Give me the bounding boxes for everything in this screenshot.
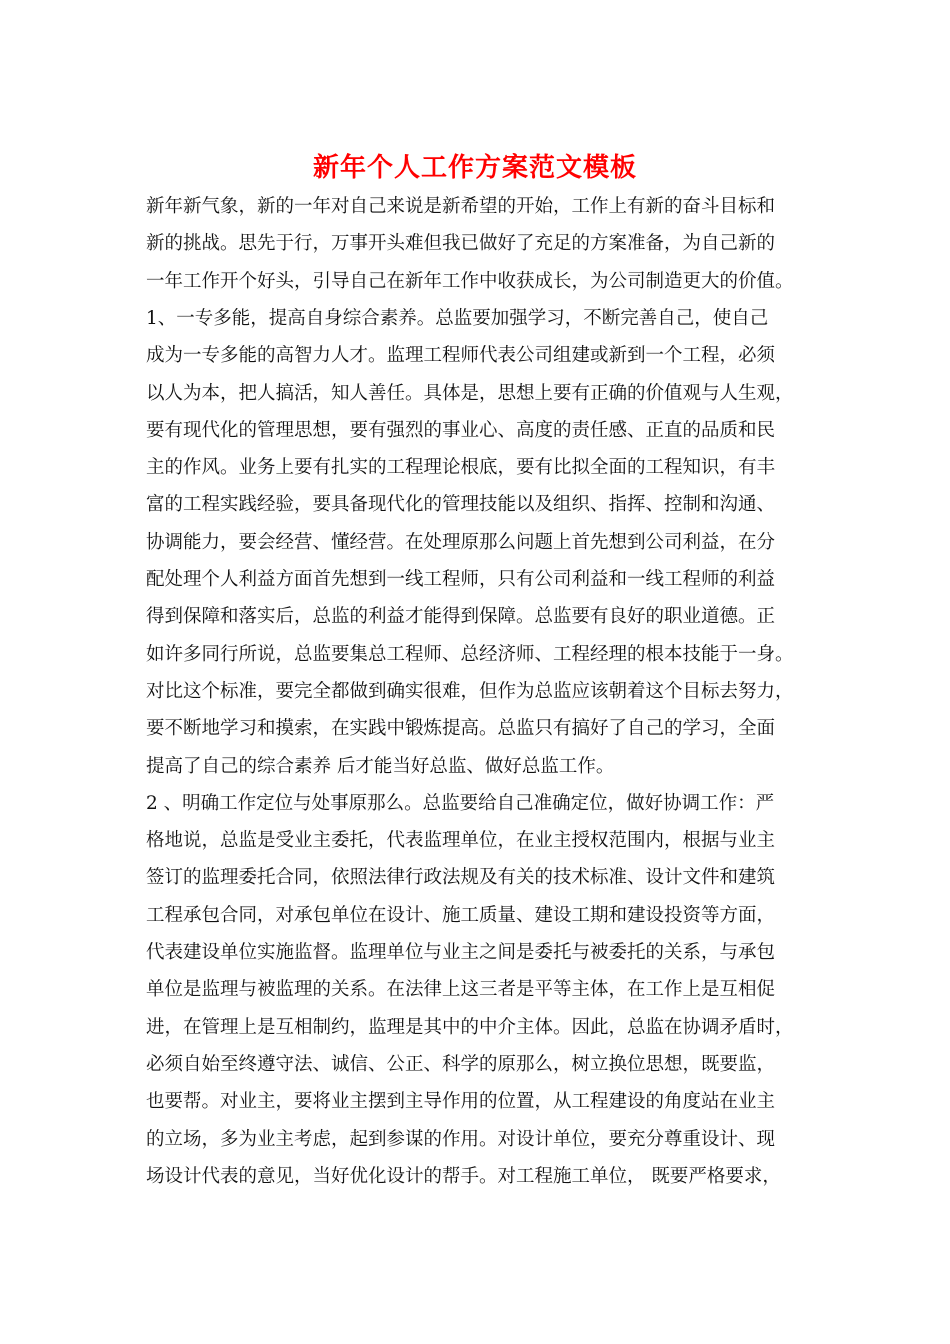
text-line: 富的工程实践经验，要具备现代化的管理技能以及组织、指挥、控制和沟通、	[146, 494, 776, 516]
text-line: 也要帮。对业主，要将业主摆到主导作用的位置，从工程建设的角度站在业主	[146, 1091, 776, 1113]
text-line: 主的作风。业务上要有扎实的工程理论根底，要有比拟全面的工程知识，有丰	[146, 457, 776, 479]
text-line: 新的挑战。思先于行，万事开头难但我已做好了充足的方案准备，为自己新的	[146, 233, 776, 255]
text-line: 代表建设单位实施监督。监理单位与业主之间是委托与被委托的关系，与承包	[146, 942, 776, 963]
text-line: 进，在管理上是互相制约，监理是其中的中介主体。因此，总监在协调矛盾时，	[146, 1016, 794, 1038]
text-line: 一年工作开个好头，引导自己在新年工作中收获成长，为公司制造更大的价值。	[146, 270, 794, 292]
text-line: 协调能力，要会经营、懂经营。在处理原那么问题上首先想到公司利益，在分	[146, 531, 776, 553]
text-line: 工程承包合同，对承包单位在设计、施工质量、建设工期和建设投资等方面，	[146, 904, 776, 926]
text-line: 得到保障和落实后，总监的利益才能得到保障。总监要有良好的职业道德。正	[146, 606, 776, 628]
text-line: 对比这个标准，要完全都做到确实很难，但作为总监应该朝着这个目标去努力，	[146, 680, 794, 702]
text-line: 要有现代化的管理思想，要有强烈的事业心、高度的责任感、正直的品质和民	[146, 419, 776, 441]
text-line: 要不断地学习和摸索，在实践中锻炼提高。总监只有搞好了自己的学习，全面	[146, 718, 776, 740]
text-line: 新年新气象，新的一年对自己来说是新希望的开始，工作上有新的奋斗目标和	[146, 196, 776, 217]
text-line: 格地说，总监是受业主委托，代表监理单位，在业主授权范围内，根据与业主	[146, 830, 776, 852]
text-line: 以人为本，把人搞活，知人善任。具体是，思想上要有正确的价值观与人生观，	[146, 382, 794, 404]
text-line: 成为一专多能的高智力人才。监理工程师代表公司组建或新到一个工程，必须	[146, 345, 776, 367]
text-line: 提高了自己的综合素养 后才能当好总监、做好总监工作。	[146, 755, 615, 777]
text-line: 如许多同行所说，总监要集总工程师、总经济师、工程经理的根本技能于一身。	[146, 643, 794, 665]
text-line: 2 、明确工作定位与处事原那么。总监要给自己准确定位，做好协调工作：严	[146, 792, 775, 814]
text-line: 1、一专多能，提高自身综合素养。总监要加强学习，不断完善自己，使自己	[146, 307, 769, 329]
text-line: 的立场，多为业主考虑，起到参谋的作用。对设计单位，要充分尊重设计、现	[146, 1128, 776, 1150]
text-line: 配处理个人利益方面首先想到一线工程师，只有公司利益和一线工程师的利益	[146, 569, 776, 590]
text-line: 场设计代表的意见，当好优化设计的帮手。对工程施工单位， 既要严格要求，	[146, 1165, 781, 1187]
document-title: 新年个人工作方案范文模板	[312, 153, 637, 183]
text-line: 必须自始至终遵守法、诚信、公正、科学的原那么，树立换位思想，既要监，	[146, 1053, 776, 1075]
text-line: 单位是监理与被监理的关系。在法律上这三者是平等主体，在工作上是互相促	[146, 979, 776, 1001]
text-line: 签订的监理委托合同，依照法律行政法规及有关的技术标准、设计文件和建筑	[146, 867, 776, 889]
